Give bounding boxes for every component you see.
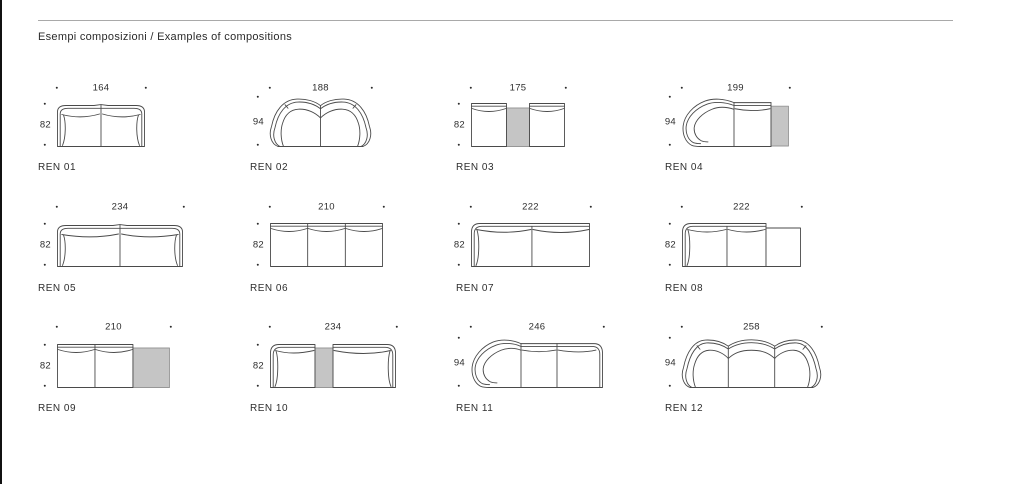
sofa-outline: [686, 343, 818, 388]
dimension-dot: [680, 326, 682, 328]
width-dimension-label: 234: [324, 321, 342, 333]
sofa-outline: [276, 351, 314, 354]
dimension-dot: [44, 144, 46, 146]
sofa-outline: [271, 224, 383, 267]
dimension-dot: [469, 87, 471, 89]
sofa-outline: [334, 351, 391, 354]
sofa-outline: [477, 230, 531, 233]
sofa-diagram: [471, 103, 565, 147]
sofa-outline: [683, 99, 771, 146]
width-dimension-label: 199: [727, 82, 744, 94]
dimension-dot: [564, 87, 566, 89]
sofa-outline: [476, 230, 479, 266]
composition-name: REN 03: [456, 162, 495, 173]
sofa-outline: [682, 340, 820, 388]
composition-name: REN 01: [38, 162, 77, 173]
table-element: [133, 348, 170, 388]
sofa-outline: [275, 351, 278, 387]
width-dimension-label: 234: [111, 201, 129, 213]
dimension-dot: [458, 385, 460, 387]
dimension-dot: [257, 385, 259, 387]
sofa-diagram: [682, 96, 789, 147]
table-element: [315, 348, 333, 388]
sofa-diagram: [682, 337, 821, 388]
sofa-outline: [333, 345, 396, 388]
page-left-border: [0, 0, 2, 484]
width-dimension-label: 222: [522, 201, 539, 213]
sofa-outline: [346, 229, 382, 232]
width-dimension-label: 246: [528, 321, 546, 333]
height-dimension-label: 82: [453, 239, 465, 251]
composition-name: REN 08: [665, 283, 704, 294]
page-heading: Esempi composizioni / Examples of compositions: [38, 31, 293, 43]
dimension-dot: [257, 344, 259, 346]
dimension-dot: [469, 326, 471, 328]
dimension-dot: [458, 264, 460, 266]
sofa-outline: [522, 350, 556, 352]
sofa-outline: [63, 115, 66, 146]
dimension-dot: [44, 385, 46, 387]
width-dimension-label: 188: [312, 82, 329, 94]
composition-name: REN 04: [665, 162, 704, 173]
sofa-diagram: [57, 344, 170, 388]
sofa-diagram: [270, 344, 396, 388]
sofa-outline: [693, 350, 810, 387]
height-dimension-label: 94: [453, 357, 465, 368]
dimension-dot: [820, 326, 822, 328]
dimension-dot: [44, 223, 46, 225]
dimension-dot: [788, 87, 790, 89]
dimension-dot: [182, 206, 184, 208]
dimension-dot: [144, 87, 146, 89]
dimension-dot: [800, 206, 802, 208]
top-rule: [38, 20, 953, 21]
height-dimension-label: 82: [453, 119, 465, 131]
sofa-outline: [533, 230, 589, 233]
sofa-outline: [688, 230, 726, 233]
table-element: [507, 108, 530, 147]
dimension-dot: [55, 326, 57, 328]
dimension-dot: [669, 96, 671, 98]
composition-name: REN 07: [456, 283, 495, 294]
height-dimension-label: 82: [39, 119, 51, 131]
sofa-outline: [728, 230, 765, 233]
sofa-outline: [388, 351, 391, 387]
dimension-dot: [268, 87, 270, 89]
dimension-dot: [44, 103, 46, 105]
dimension-dot: [669, 264, 671, 266]
sofa-outline: [685, 226, 766, 266]
sofa-outline: [735, 109, 770, 111]
sofa-diagram: [270, 223, 383, 267]
sofa-diagram: [682, 223, 801, 267]
height-dimension-label: 94: [664, 116, 676, 127]
dimension-dot: [44, 344, 46, 346]
width-dimension-label: 222: [733, 201, 750, 213]
composition-name: REN 02: [250, 162, 289, 173]
dimension-dot: [395, 326, 397, 328]
dimension-dot: [382, 206, 384, 208]
dimension-dot: [458, 223, 460, 225]
dimension-dot: [268, 206, 270, 208]
width-dimension-label: 210: [105, 321, 122, 333]
sofa-outline: [95, 350, 132, 353]
dimension-dot: [680, 206, 682, 208]
sofa-outline: [558, 350, 596, 352]
sofa-diagram: [57, 103, 145, 147]
dimension-dot: [458, 144, 460, 146]
sofa-diagram: [57, 223, 183, 267]
dimension-dot: [55, 87, 57, 89]
sofa-diagram: [471, 223, 590, 267]
height-dimension-label: 82: [252, 360, 264, 372]
sofa-outline: [103, 114, 141, 117]
height-dimension-label: 94: [664, 357, 676, 368]
dimension-dot: [602, 326, 604, 328]
dimension-dot: [370, 87, 372, 89]
sofa-outline: [271, 229, 307, 232]
sofa-outline: [694, 107, 734, 142]
height-dimension-label: 94: [252, 116, 264, 127]
sofa-outline: [687, 230, 690, 266]
sofa-diagram: [270, 96, 371, 147]
sofa-outline: [122, 234, 179, 237]
dimension-dot: [669, 385, 671, 387]
sofa-outline: [483, 348, 521, 383]
table-element: [771, 106, 789, 146]
composition-name: REN 10: [250, 403, 289, 414]
dimension-dot: [44, 264, 46, 266]
composition-name: REN 05: [38, 283, 77, 294]
composition-name: REN 06: [250, 283, 289, 294]
height-dimension-label: 82: [39, 360, 51, 372]
dimension-dot: [257, 264, 259, 266]
height-dimension-label: 82: [664, 239, 676, 251]
sofa-outline: [62, 114, 100, 117]
sofa-outline: [308, 229, 345, 232]
height-dimension-label: 82: [39, 239, 51, 251]
dimension-dot: [469, 206, 471, 208]
sofa-outline: [62, 234, 119, 237]
table-element: [766, 228, 800, 267]
dimension-dot: [669, 337, 671, 339]
sofa-outline: [175, 235, 178, 266]
dimension-dot: [669, 144, 671, 146]
sofa-outline: [530, 109, 564, 112]
width-dimension-label: 210: [318, 201, 335, 213]
dimension-dot: [55, 206, 57, 208]
dimension-dot: [257, 96, 259, 98]
composition-name: REN 09: [38, 403, 77, 414]
dimension-dot: [458, 337, 460, 339]
dimension-dot: [680, 87, 682, 89]
composition-name: REN 11: [456, 403, 494, 414]
height-dimension-label: 82: [252, 239, 264, 251]
width-dimension-label: 258: [743, 321, 760, 333]
dimension-dot: [669, 223, 671, 225]
width-dimension-label: 164: [92, 82, 110, 94]
dimension-dot: [169, 326, 171, 328]
sofa-outline: [472, 109, 506, 112]
dimension-dot: [268, 326, 270, 328]
composition-name: REN 12: [665, 403, 704, 414]
dimension-dot: [458, 103, 460, 105]
width-dimension-label: 175: [509, 82, 527, 94]
dimension-dot: [589, 206, 591, 208]
dimension-dot: [257, 144, 259, 146]
sofa-diagram: [471, 337, 603, 388]
dimension-dot: [257, 223, 259, 225]
sofa-outline: [58, 350, 94, 353]
sofa-outline: [521, 346, 600, 387]
sofa-outline: [63, 235, 66, 266]
sofa-outline: [137, 115, 140, 146]
